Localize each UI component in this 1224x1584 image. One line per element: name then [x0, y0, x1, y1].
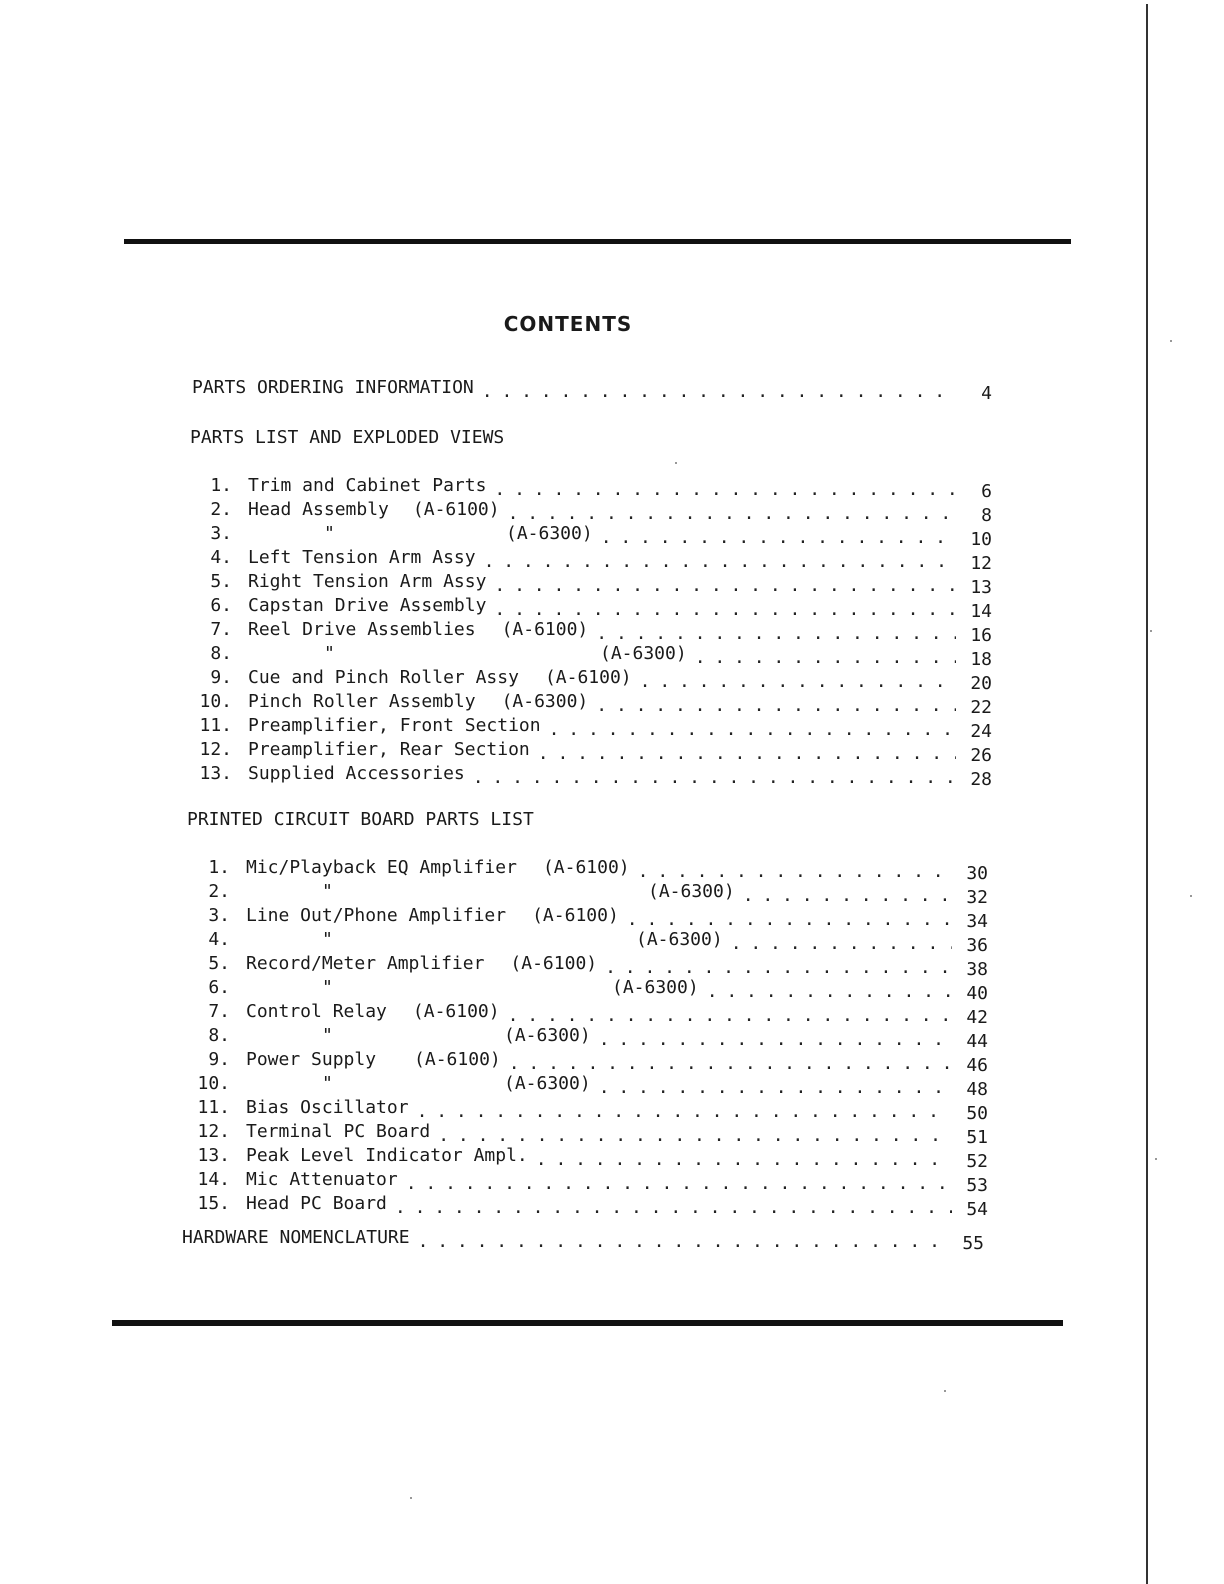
- toc-entry-model: (A-6300): [506, 523, 593, 544]
- toc-entry: [188, 928, 988, 956]
- scan-speck: [1155, 1158, 1157, 1160]
- toc-entry-page: 48: [966, 1079, 988, 1100]
- toc-entry-label: Preamplifier, Rear Section: [248, 739, 530, 760]
- toc-entry-page: 52: [966, 1151, 988, 1172]
- scan-speck: [944, 1390, 946, 1392]
- toc-entry-page: 13: [970, 577, 992, 598]
- toc-entry-label: ": [324, 643, 335, 664]
- toc-entry-number: 5.: [210, 571, 232, 592]
- toc-entry-page: 14: [970, 601, 992, 622]
- toc-entry-number: 13.: [199, 763, 232, 784]
- toc-entry-label: ": [322, 1073, 333, 1094]
- toc-entry-page: 32: [966, 887, 988, 908]
- toc-entry-page: 26: [970, 745, 992, 766]
- toc-leader-dots: [395, 1196, 952, 1220]
- toc-entry-number: 3.: [210, 523, 232, 544]
- toc-entry-model: (A-6300): [636, 929, 723, 950]
- toc-entry-number: 6.: [210, 595, 232, 616]
- toc-entry-label: Control Relay: [246, 1001, 387, 1022]
- toc-entry-number: 7.: [210, 619, 232, 640]
- toc-entry-label: Supplied Accessories: [248, 763, 465, 784]
- toc-entry-model: (A-6100): [510, 953, 598, 974]
- toc-entry-page: 12: [970, 553, 992, 574]
- toc-entry: [190, 714, 992, 742]
- toc-entry-label: Right Tension Arm Assy: [248, 571, 487, 592]
- toc-entry-number: 5.: [208, 953, 230, 974]
- toc-entry-model: (A-6300): [504, 1073, 591, 1094]
- toc-entry-label: Cue and Pinch Roller Assy: [248, 667, 519, 688]
- toc-entry-model: (A-6100): [412, 1001, 500, 1022]
- toc-entry-page: 44: [966, 1031, 988, 1052]
- toc-entry-label: Record/Meter Amplifier: [246, 953, 485, 974]
- toc-entry: [188, 1024, 988, 1052]
- toc-entry-number: 9.: [208, 1049, 230, 1070]
- scan-speck: [675, 462, 677, 464]
- toc-entry-page: 38: [966, 959, 988, 980]
- toc-entry-page: 30: [966, 863, 988, 884]
- toc-entry: [190, 498, 992, 526]
- toc-entry-page: 42: [966, 1007, 988, 1028]
- toc-entry-page: 36: [966, 935, 988, 956]
- toc-entry-label: Mic/Playback EQ Amplifier: [246, 857, 517, 878]
- toc-entry: [190, 762, 992, 790]
- toc-entry: [188, 880, 988, 908]
- toc-entry: [188, 1096, 988, 1124]
- toc-entry-label: Head PC Board: [246, 1193, 387, 1214]
- toc-entry: [188, 1144, 988, 1172]
- toc-entry-number: 1.: [210, 475, 232, 496]
- toc-entry-number: 9.: [210, 667, 232, 688]
- toc-entry: [190, 690, 992, 718]
- toc-entry-label: ": [322, 881, 333, 902]
- toc-entry-number: 10.: [197, 1073, 230, 1094]
- page-edge-line: [1146, 4, 1148, 1584]
- toc-entry: [188, 1072, 988, 1100]
- toc-entry: [190, 522, 992, 550]
- toc-entry-label: Mic Attenuator: [246, 1169, 398, 1190]
- toc-entry-label: ": [322, 929, 333, 950]
- toc-entry-label: Preamplifier, Front Section: [248, 715, 541, 736]
- toc-entry-label: Head Assembly: [248, 499, 389, 520]
- section-heading-pcb-list: PRINTED CIRCUIT BOARD PARTS LIST: [187, 809, 534, 830]
- toc-entry: [190, 594, 992, 622]
- toc-entry-model: (A-6300): [504, 1025, 591, 1046]
- toc-entry-number: 11.: [197, 1097, 230, 1118]
- toc-entry-label: Line Out/Phone Amplifier: [246, 905, 507, 926]
- toc-entry-page: 6: [981, 481, 992, 502]
- toc-entry-model: (A-6100): [542, 857, 630, 878]
- toc-entry-label: Left Tension Arm Assy: [248, 547, 476, 568]
- toc-entry-number: 12.: [199, 739, 232, 760]
- toc-entry: [188, 1120, 988, 1148]
- toc-entry: [188, 976, 988, 1004]
- toc-entry-label: HARDWARE NOMENCLATURE: [182, 1227, 410, 1248]
- toc-entry-page: 34: [966, 911, 988, 932]
- toc-entry-number: 12.: [197, 1121, 230, 1142]
- toc-entry-number: 2.: [210, 499, 232, 520]
- toc-entry-label: ": [322, 1025, 333, 1046]
- scan-speck: [410, 1497, 412, 1499]
- toc-entry: [188, 904, 988, 932]
- toc-leader-dots: [418, 1230, 948, 1254]
- toc-entry-model: (A-6100): [532, 905, 619, 926]
- toc-entry-number: 6.: [208, 977, 230, 998]
- toc-entry-model: (A-6300): [600, 643, 687, 664]
- toc-entry-number: 8.: [210, 643, 232, 664]
- toc-entry-parts-ordering: [192, 376, 992, 404]
- toc-entry-number: 1.: [208, 857, 230, 878]
- toc-entry-label: Peak Level Indicator Ampl.: [246, 1145, 528, 1166]
- toc-entry-number: 2.: [208, 881, 230, 902]
- toc-entry-model: (A-6100): [414, 1049, 501, 1070]
- toc-entry-page: 22: [970, 697, 992, 718]
- toc-entry-page: 50: [966, 1103, 988, 1124]
- toc-entry-page: 4: [981, 383, 992, 404]
- toc-entry-model: (A-6300): [648, 881, 735, 902]
- toc-entry-model: (A-6100): [501, 619, 589, 640]
- toc-entry: [188, 1000, 988, 1028]
- toc-entry-label: ": [322, 977, 333, 998]
- toc-entry-page: 16: [970, 625, 992, 646]
- toc-entry-page: 40: [966, 983, 988, 1004]
- toc-entry: [188, 1168, 988, 1196]
- toc-entry-page: 28: [970, 769, 992, 790]
- toc-entry-model: (A-6300): [501, 691, 589, 712]
- toc-entry-page: 18: [970, 649, 992, 670]
- toc-entry-label: Terminal PC Board: [246, 1121, 431, 1142]
- toc-entry-number: 10.: [199, 691, 232, 712]
- toc-entry-number: 8.: [208, 1025, 230, 1046]
- toc-entry-page: 24: [970, 721, 992, 742]
- toc-entry: [188, 952, 988, 980]
- toc-entry-page: 53: [966, 1175, 988, 1196]
- toc-entry-page: 20: [970, 673, 992, 694]
- toc-entry-page: 55: [962, 1233, 984, 1254]
- toc-entry: [190, 642, 992, 670]
- toc-entry-model: (A-6300): [612, 977, 699, 998]
- toc-entry-page: 8: [981, 505, 992, 526]
- top-rule: [124, 239, 1071, 244]
- toc-entry-label: Bias Oscillator: [246, 1097, 409, 1118]
- scan-speck: [1170, 340, 1172, 342]
- toc-entry-number: 11.: [199, 715, 232, 736]
- scan-speck: [1190, 895, 1192, 897]
- toc-entry-number: 4.: [210, 547, 232, 568]
- toc-entry: [190, 474, 992, 502]
- toc-entry: [190, 570, 992, 598]
- toc-entry-label: Pinch Roller Assembly: [248, 691, 476, 712]
- bottom-rule: [112, 1320, 1063, 1326]
- toc-entry: [190, 618, 992, 646]
- toc-entry-label: Capstan Drive Assembly: [248, 595, 487, 616]
- toc-entry: [190, 546, 992, 574]
- section-heading-parts-list: PARTS LIST AND EXPLODED VIEWS: [190, 427, 505, 448]
- toc-entry-number: 3.: [208, 905, 230, 926]
- toc-entry-number: 4.: [208, 929, 230, 950]
- toc-entry-model: (A-6100): [412, 499, 500, 520]
- toc-entry-page: 54: [966, 1199, 988, 1220]
- toc-entry-label: PARTS ORDERING INFORMATION: [192, 377, 474, 398]
- scan-speck: [1150, 630, 1152, 632]
- toc-entry-label: Trim and Cabinet Parts: [248, 475, 487, 496]
- toc-entry: [190, 666, 992, 694]
- toc-leader-dots: [473, 766, 956, 790]
- toc-entry: [188, 1048, 988, 1076]
- toc-leader-dots: [482, 380, 956, 404]
- toc-entry-page: 10: [970, 529, 992, 550]
- toc-entry-number: 15.: [197, 1193, 230, 1214]
- toc-entry: [188, 1192, 988, 1220]
- toc-entry-number: 13.: [197, 1145, 230, 1166]
- page-title: CONTENTS: [503, 312, 633, 336]
- toc-entry: [188, 856, 988, 884]
- toc-entry-page: 51: [966, 1127, 988, 1148]
- toc-entry-number: 14.: [197, 1169, 230, 1190]
- toc-entry: [190, 738, 992, 766]
- toc-entry-label: Reel Drive Assemblies: [248, 619, 476, 640]
- toc-entry-hardware-nomenclature: [182, 1226, 984, 1254]
- toc-entry-page: 46: [966, 1055, 988, 1076]
- toc-entry-model: (A-6100): [544, 667, 632, 688]
- toc-entry-number: 7.: [208, 1001, 230, 1022]
- toc-entry-label: ": [324, 523, 335, 544]
- toc-entry-label: Power Supply: [246, 1049, 377, 1070]
